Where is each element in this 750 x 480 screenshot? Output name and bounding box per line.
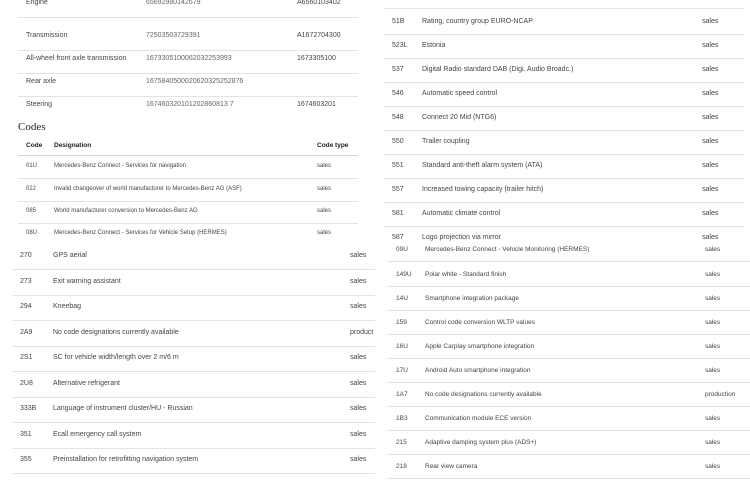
codes-table-right-bottom bbox=[387, 243, 750, 480]
code-value: 02J bbox=[26, 186, 36, 192]
code-value: 333B bbox=[20, 405, 37, 412]
code-value: 557 bbox=[392, 186, 404, 193]
code-designation: Ecall emergency call system bbox=[53, 431, 142, 438]
code-type: sales bbox=[350, 303, 367, 310]
code-header: Code bbox=[26, 142, 43, 149]
code-type: sales bbox=[702, 42, 719, 49]
code-value: 1A7 bbox=[396, 391, 408, 398]
code-value: 149U bbox=[396, 271, 412, 278]
code-type: sales bbox=[705, 439, 721, 446]
component-name: Transmission bbox=[26, 32, 68, 39]
code-type: sales bbox=[705, 271, 721, 278]
code-designation: Automatic climate control bbox=[422, 210, 501, 217]
code-designation: GPS aerial bbox=[53, 252, 87, 259]
component-row bbox=[18, 51, 358, 74]
code-value: 16U bbox=[396, 343, 408, 350]
code-row bbox=[387, 262, 750, 287]
component-part: A6560103402 bbox=[297, 0, 341, 6]
components-table bbox=[18, 0, 358, 118]
code-type: sales bbox=[317, 163, 332, 169]
code-value: 08U bbox=[26, 230, 38, 236]
code-type: sales bbox=[705, 343, 721, 350]
code-row bbox=[12, 321, 375, 347]
code-value: 218 bbox=[396, 463, 407, 470]
component-part: 1673305100 bbox=[297, 55, 336, 62]
code-type: sales bbox=[317, 186, 332, 192]
code-type: sales bbox=[350, 405, 367, 412]
code-row bbox=[384, 130, 744, 155]
designation-header: Designation bbox=[54, 142, 92, 149]
code-value: 587 bbox=[392, 234, 404, 241]
component-name: All-wheel front axle transmission bbox=[26, 55, 127, 62]
code-type: sales bbox=[705, 319, 721, 326]
code-value: 2S1 bbox=[20, 354, 33, 361]
code-row bbox=[387, 382, 750, 407]
code-row bbox=[18, 179, 358, 202]
code-type: sales bbox=[702, 66, 719, 73]
code-value: 14U bbox=[396, 295, 408, 302]
code-designation: Standard anti-theft alarm system (ATA) bbox=[422, 162, 543, 169]
code-value: 351 bbox=[20, 431, 32, 438]
code-type: sales bbox=[702, 186, 719, 193]
code-row bbox=[387, 334, 750, 359]
code-row bbox=[12, 270, 375, 296]
code-value: 273 bbox=[20, 278, 32, 285]
component-row bbox=[18, 0, 358, 18]
codes-header bbox=[18, 138, 358, 156]
component-part: A1672704300 bbox=[297, 32, 341, 39]
code-row bbox=[12, 244, 375, 270]
codes-table-right-top bbox=[384, 0, 744, 243]
code-designation: No code designations currently available bbox=[53, 329, 179, 336]
code-value: 355 bbox=[20, 456, 32, 463]
code-type-header: Code type bbox=[317, 142, 349, 149]
code-designation: Mercedes-Benz Connect - Services for navigation bbox=[54, 163, 187, 169]
code-value: 548 bbox=[392, 114, 404, 121]
code-designation: Control code conversion WLTP values bbox=[425, 319, 535, 326]
component-part: 1674603201 bbox=[297, 101, 336, 108]
code-type: sales bbox=[705, 295, 721, 302]
code-row bbox=[12, 448, 375, 474]
code-value: 581 bbox=[392, 210, 404, 217]
code-designation: Polar white - Standard finish bbox=[425, 271, 507, 278]
code-value: 523L bbox=[392, 42, 408, 49]
code-value: 546 bbox=[392, 90, 404, 97]
code-type: sales bbox=[350, 252, 367, 259]
code-row bbox=[387, 454, 750, 479]
codes-table-continued bbox=[12, 244, 375, 480]
code-row bbox=[18, 223, 358, 243]
component-serial: 1675840500020620325252876 bbox=[146, 78, 244, 85]
code-row bbox=[387, 406, 750, 431]
code-row bbox=[12, 423, 375, 449]
code-designation: World manufacturer conversion to Mercedes-Benz AG bbox=[54, 208, 198, 214]
codes-heading: Codes bbox=[18, 121, 46, 133]
code-row bbox=[384, 106, 744, 131]
code-type: sales bbox=[350, 456, 367, 463]
code-row bbox=[384, 226, 744, 243]
code-row bbox=[387, 430, 750, 455]
code-value: 2A9 bbox=[20, 329, 33, 336]
code-type: sales bbox=[317, 230, 332, 236]
code-value: 09U bbox=[396, 246, 408, 253]
code-type: sales bbox=[702, 90, 719, 97]
code-row bbox=[384, 0, 744, 9]
code-row bbox=[384, 154, 744, 179]
code-designation: SC for vehicle width/length over 2 m/6 m bbox=[53, 354, 179, 361]
code-type: product bbox=[350, 329, 374, 336]
code-designation: Estonia bbox=[422, 42, 446, 49]
code-designation: Communication module ECE version bbox=[425, 415, 532, 422]
code-designation: No code designations currently available bbox=[425, 391, 542, 398]
component-name: Rear axle bbox=[26, 78, 56, 85]
code-designation: Kneebag bbox=[53, 303, 82, 310]
component-serial: 65692980142679 bbox=[146, 0, 201, 6]
component-name: Steering bbox=[26, 101, 53, 108]
code-value: 550 bbox=[392, 138, 404, 145]
code-type: sales bbox=[705, 367, 721, 374]
code-row bbox=[12, 372, 375, 398]
code-designation: Logo projection via mirror bbox=[422, 234, 501, 241]
code-row bbox=[387, 358, 750, 383]
code-type: sales bbox=[702, 234, 719, 241]
code-value: 01U bbox=[26, 163, 38, 169]
code-type: sales bbox=[702, 114, 719, 121]
code-type: sales bbox=[705, 463, 721, 470]
code-value: 51B bbox=[392, 18, 405, 25]
code-designation: Adaptive damping system plus (ADS+) bbox=[425, 439, 537, 446]
code-type: sales bbox=[702, 162, 719, 169]
code-type: sales bbox=[350, 380, 367, 387]
code-value: 085 bbox=[26, 208, 37, 214]
code-value: 551 bbox=[392, 162, 404, 169]
code-row bbox=[384, 10, 744, 35]
code-value: 159 bbox=[396, 319, 407, 326]
component-serial: 167460320101202860813 7 bbox=[146, 101, 234, 108]
code-designation: Mercedes-Benz Connect - Vehicle Monitoring (HERMES) bbox=[425, 246, 590, 253]
code-type: sales bbox=[350, 354, 367, 361]
code-type: sales bbox=[350, 431, 367, 438]
code-designation: Rear view camera bbox=[425, 463, 478, 470]
component-row bbox=[18, 28, 358, 51]
code-type: sales bbox=[702, 18, 719, 25]
code-designation: Apple Carplay smartphone integration bbox=[425, 343, 535, 350]
code-row bbox=[384, 34, 744, 59]
code-row bbox=[18, 156, 358, 179]
code-row bbox=[387, 286, 750, 311]
code-designation: Alternative refrigerant bbox=[53, 380, 120, 387]
code-value: 2U8 bbox=[20, 380, 33, 387]
code-designation: Invalid changeover of world manufacturer to Mercedes-Benz AG (ASF) bbox=[54, 186, 242, 192]
code-value: 537 bbox=[392, 66, 404, 73]
component-name: Engine bbox=[26, 0, 48, 6]
code-designation: Increased towing capacity (trailer hitch) bbox=[422, 186, 544, 193]
code-value: 17U bbox=[396, 367, 408, 374]
component-serial: 72503503729391 bbox=[146, 32, 201, 39]
component-row bbox=[18, 74, 358, 97]
code-designation: Automatic speed control bbox=[422, 90, 498, 97]
code-value: 215 bbox=[396, 439, 407, 446]
code-designation: Exit warning assistant bbox=[53, 278, 121, 285]
code-row bbox=[12, 295, 375, 321]
component-row bbox=[18, 97, 358, 118]
code-type: sales bbox=[705, 246, 721, 253]
code-row bbox=[384, 58, 744, 83]
code-row bbox=[384, 82, 744, 107]
code-type: sales bbox=[317, 208, 332, 214]
code-value: 1B3 bbox=[396, 415, 408, 422]
code-designation: Android Auto smartphone integration bbox=[425, 367, 531, 374]
code-value: 294 bbox=[20, 303, 32, 310]
code-designation: Mercedes-Benz Connect - Services for Vehicle Setup (HERMES) bbox=[54, 230, 227, 236]
code-row bbox=[387, 243, 750, 262]
code-row bbox=[384, 178, 744, 203]
code-value: 270 bbox=[20, 252, 32, 259]
code-type: sales bbox=[702, 210, 719, 217]
code-row bbox=[18, 201, 358, 224]
code-designation: Smartphone integration package bbox=[425, 295, 519, 302]
code-type: sales bbox=[705, 415, 721, 422]
code-type: sales bbox=[702, 138, 719, 145]
component-serial: 1673305100062032253993 bbox=[146, 55, 232, 62]
code-designation: Preinstallation for retrofitting navigation system bbox=[53, 456, 199, 463]
code-row bbox=[12, 397, 375, 423]
code-type: sales bbox=[350, 278, 367, 285]
code-designation: Language of instrument cluster/HU - Russian bbox=[53, 405, 193, 412]
code-row bbox=[12, 346, 375, 372]
code-row bbox=[384, 202, 744, 227]
code-row bbox=[387, 310, 750, 335]
code-designation: Digital Radio standard DAB (Digi. Audio Broadc.) bbox=[422, 66, 574, 73]
code-designation: Rating, country group EURO-NCAP bbox=[422, 18, 533, 25]
codes-table bbox=[18, 138, 358, 243]
code-type: production bbox=[705, 391, 736, 398]
code-designation: Connect 20 Mid (NTG6) bbox=[422, 114, 497, 121]
code-designation: Trailer coupling bbox=[422, 138, 470, 145]
